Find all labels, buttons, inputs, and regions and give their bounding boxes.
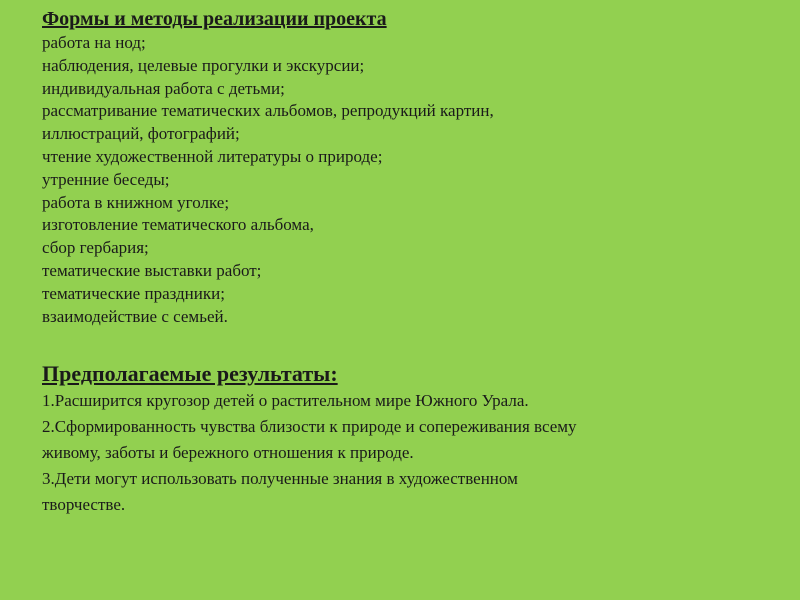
results-list	[42, 388, 782, 518]
results-line: живому, заботы и бережного отношения к природе.	[42, 443, 414, 463]
methods-list-item: тематические выставки работ;	[42, 260, 262, 280]
methods-list-item: утренние беседы;	[42, 169, 170, 189]
results-line: 3.Дети могут использовать полученные знания в художественном	[42, 469, 518, 489]
methods-list-item: изготовление тематического альбома,	[42, 215, 314, 235]
methods-list-item: работа в книжном уголке;	[42, 192, 230, 212]
methods-list-item: сбор гербария;	[42, 238, 149, 258]
methods-list	[42, 32, 782, 328]
results-heading: Предполагаемые результаты:	[42, 361, 338, 387]
methods-list-item: чтение художественной литературы о природе;	[42, 146, 383, 166]
methods-list-item: рассматривание тематических альбомов, репродукций картин,	[42, 101, 494, 121]
slide-content	[42, 6, 782, 518]
methods-list-item: работа на нод;	[42, 33, 146, 52]
methods-list-item: иллюстраций, фотографий;	[42, 124, 240, 144]
results-line: творчестве.	[42, 495, 126, 515]
methods-heading: Формы и методы реализации проекта	[42, 8, 387, 30]
methods-list-item: индивидуальная работа с детьми;	[42, 78, 285, 98]
methods-list-item: тематические праздники;	[42, 283, 225, 303]
results-line: 2.Сформированность чувства близости к природе и сопереживания всему	[42, 417, 577, 437]
methods-list-item: наблюдения, целевые прогулки и экскурсии;	[42, 55, 365, 75]
results-line: 1.Расширится кругозор детей о растительном мире Южного Урала.	[42, 391, 529, 411]
methods-list-item: взаимодействие с семьей.	[42, 306, 228, 326]
